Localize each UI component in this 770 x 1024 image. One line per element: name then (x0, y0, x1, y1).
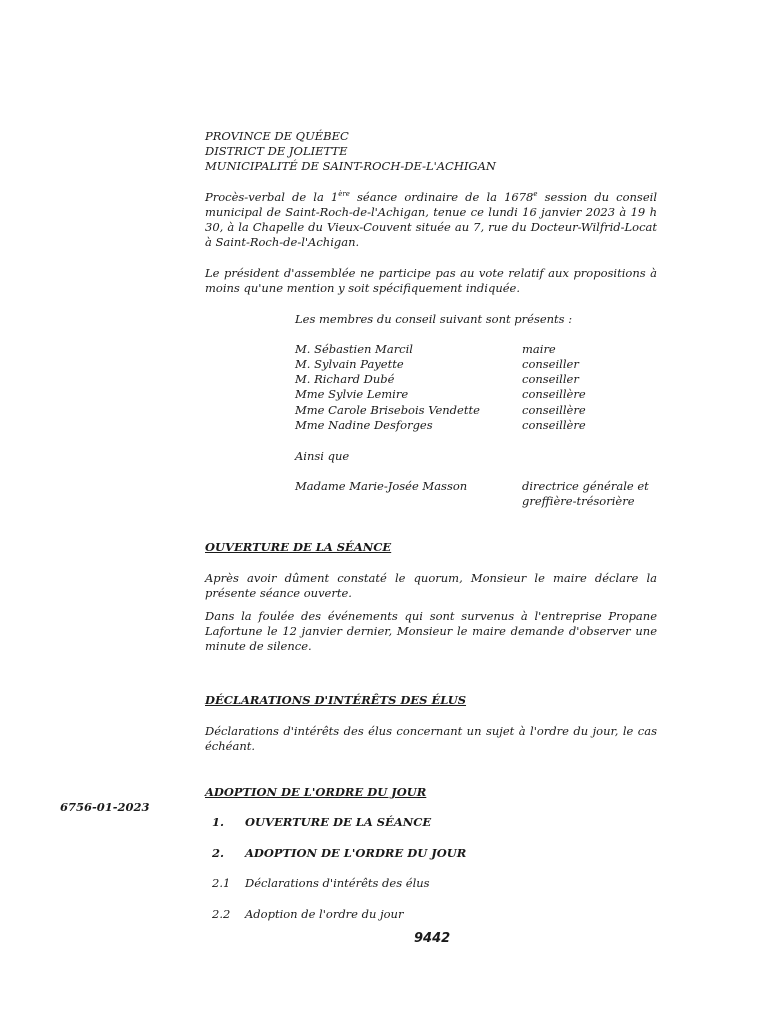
declarations-paragraph: Déclarations d'intérêts des élus concernant un sujet à l'ordre du jour, le cas échéant. (205, 724, 657, 753)
declarations-heading: DÉCLARATIONS D'INTÉRÊTS DES ÉLUS (205, 693, 467, 707)
agenda-item-number: 2. (212, 846, 225, 860)
also-present-label: Ainsi que (295, 449, 350, 463)
intro-paragraph: Procès-verbal de la 1ère séance ordinaire de la 1678e session du conseil municipal de Saint-Roch-de-l'Achigan, tenue ce lundi 16 janvier 2023 à 19 h 30, à la Chapelle du Vieux-Couvent située au 7, rue du Docteur-Wilfrid-Locat à Saint-Roch-de-l'Achigan. (205, 190, 657, 249)
member-role: conseillère (522, 418, 586, 432)
page-number: 9442 (414, 931, 451, 946)
member-role: conseillère (522, 387, 586, 401)
members-intro: Les membres du conseil suivant sont présents : (295, 312, 573, 326)
agenda-item-label: ADOPTION DE L'ORDRE DU JOUR (245, 846, 467, 860)
opening-paragraph-2: Dans la foulée des événements qui sont survenus à l'entreprise Propane Lafortune le 12 janvier dernier, Monsieur le maire demande d'observer une minute de silence. (205, 609, 657, 653)
resolution-number: 6756-01-2023 (60, 800, 150, 814)
director-role-line1: directrice générale et (522, 479, 649, 493)
agenda-heading: ADOPTION DE L'ORDRE DU JOUR (205, 785, 427, 799)
header-district: DISTRICT DE JOLIETTE (205, 144, 348, 158)
header-province: PROVINCE DE QUÉBEC (205, 129, 349, 143)
agenda-item-number: 2.1 (212, 876, 231, 890)
agenda-item-label: OUVERTURE DE LA SÉANCE (245, 815, 432, 829)
member-name: Mme Nadine Desforges (295, 418, 433, 432)
director-name: Madame Marie-Josée Masson (295, 479, 468, 493)
president-note: Le président d'assemblée ne participe pas au vote relatif aux propositions à moins qu'une mention y soit spécifiquement indiquée. (205, 266, 657, 295)
header-municipality: MUNICIPALITÉ DE SAINT-ROCH-DE-L'ACHIGAN (205, 159, 496, 173)
member-name: Mme Carole Brisebois Vendette (295, 403, 480, 417)
opening-paragraph-1: Après avoir dûment constaté le quorum, Monsieur le maire déclare la présente séance ouverte. (205, 571, 657, 600)
agenda-item-number: 1. (212, 815, 225, 829)
agenda-item-label: Déclarations d'intérêts des élus (245, 876, 430, 890)
director-role-line2: greffière-trésorière (522, 494, 635, 508)
agenda-item-number: 2.2 (212, 907, 231, 921)
member-role: conseillère (522, 403, 586, 417)
member-role: maire (522, 342, 556, 356)
member-name: M. Sébastien Marcil (295, 342, 413, 356)
opening-heading: OUVERTURE DE LA SÉANCE (205, 540, 392, 554)
member-name: M. Richard Dubé (295, 372, 395, 386)
member-role: conseiller (522, 372, 579, 386)
member-name: Mme Sylvie Lemire (295, 387, 409, 401)
member-role: conseiller (522, 357, 579, 371)
member-name: M. Sylvain Payette (295, 357, 404, 371)
agenda-item-label: Adoption de l'ordre du jour (245, 907, 404, 921)
